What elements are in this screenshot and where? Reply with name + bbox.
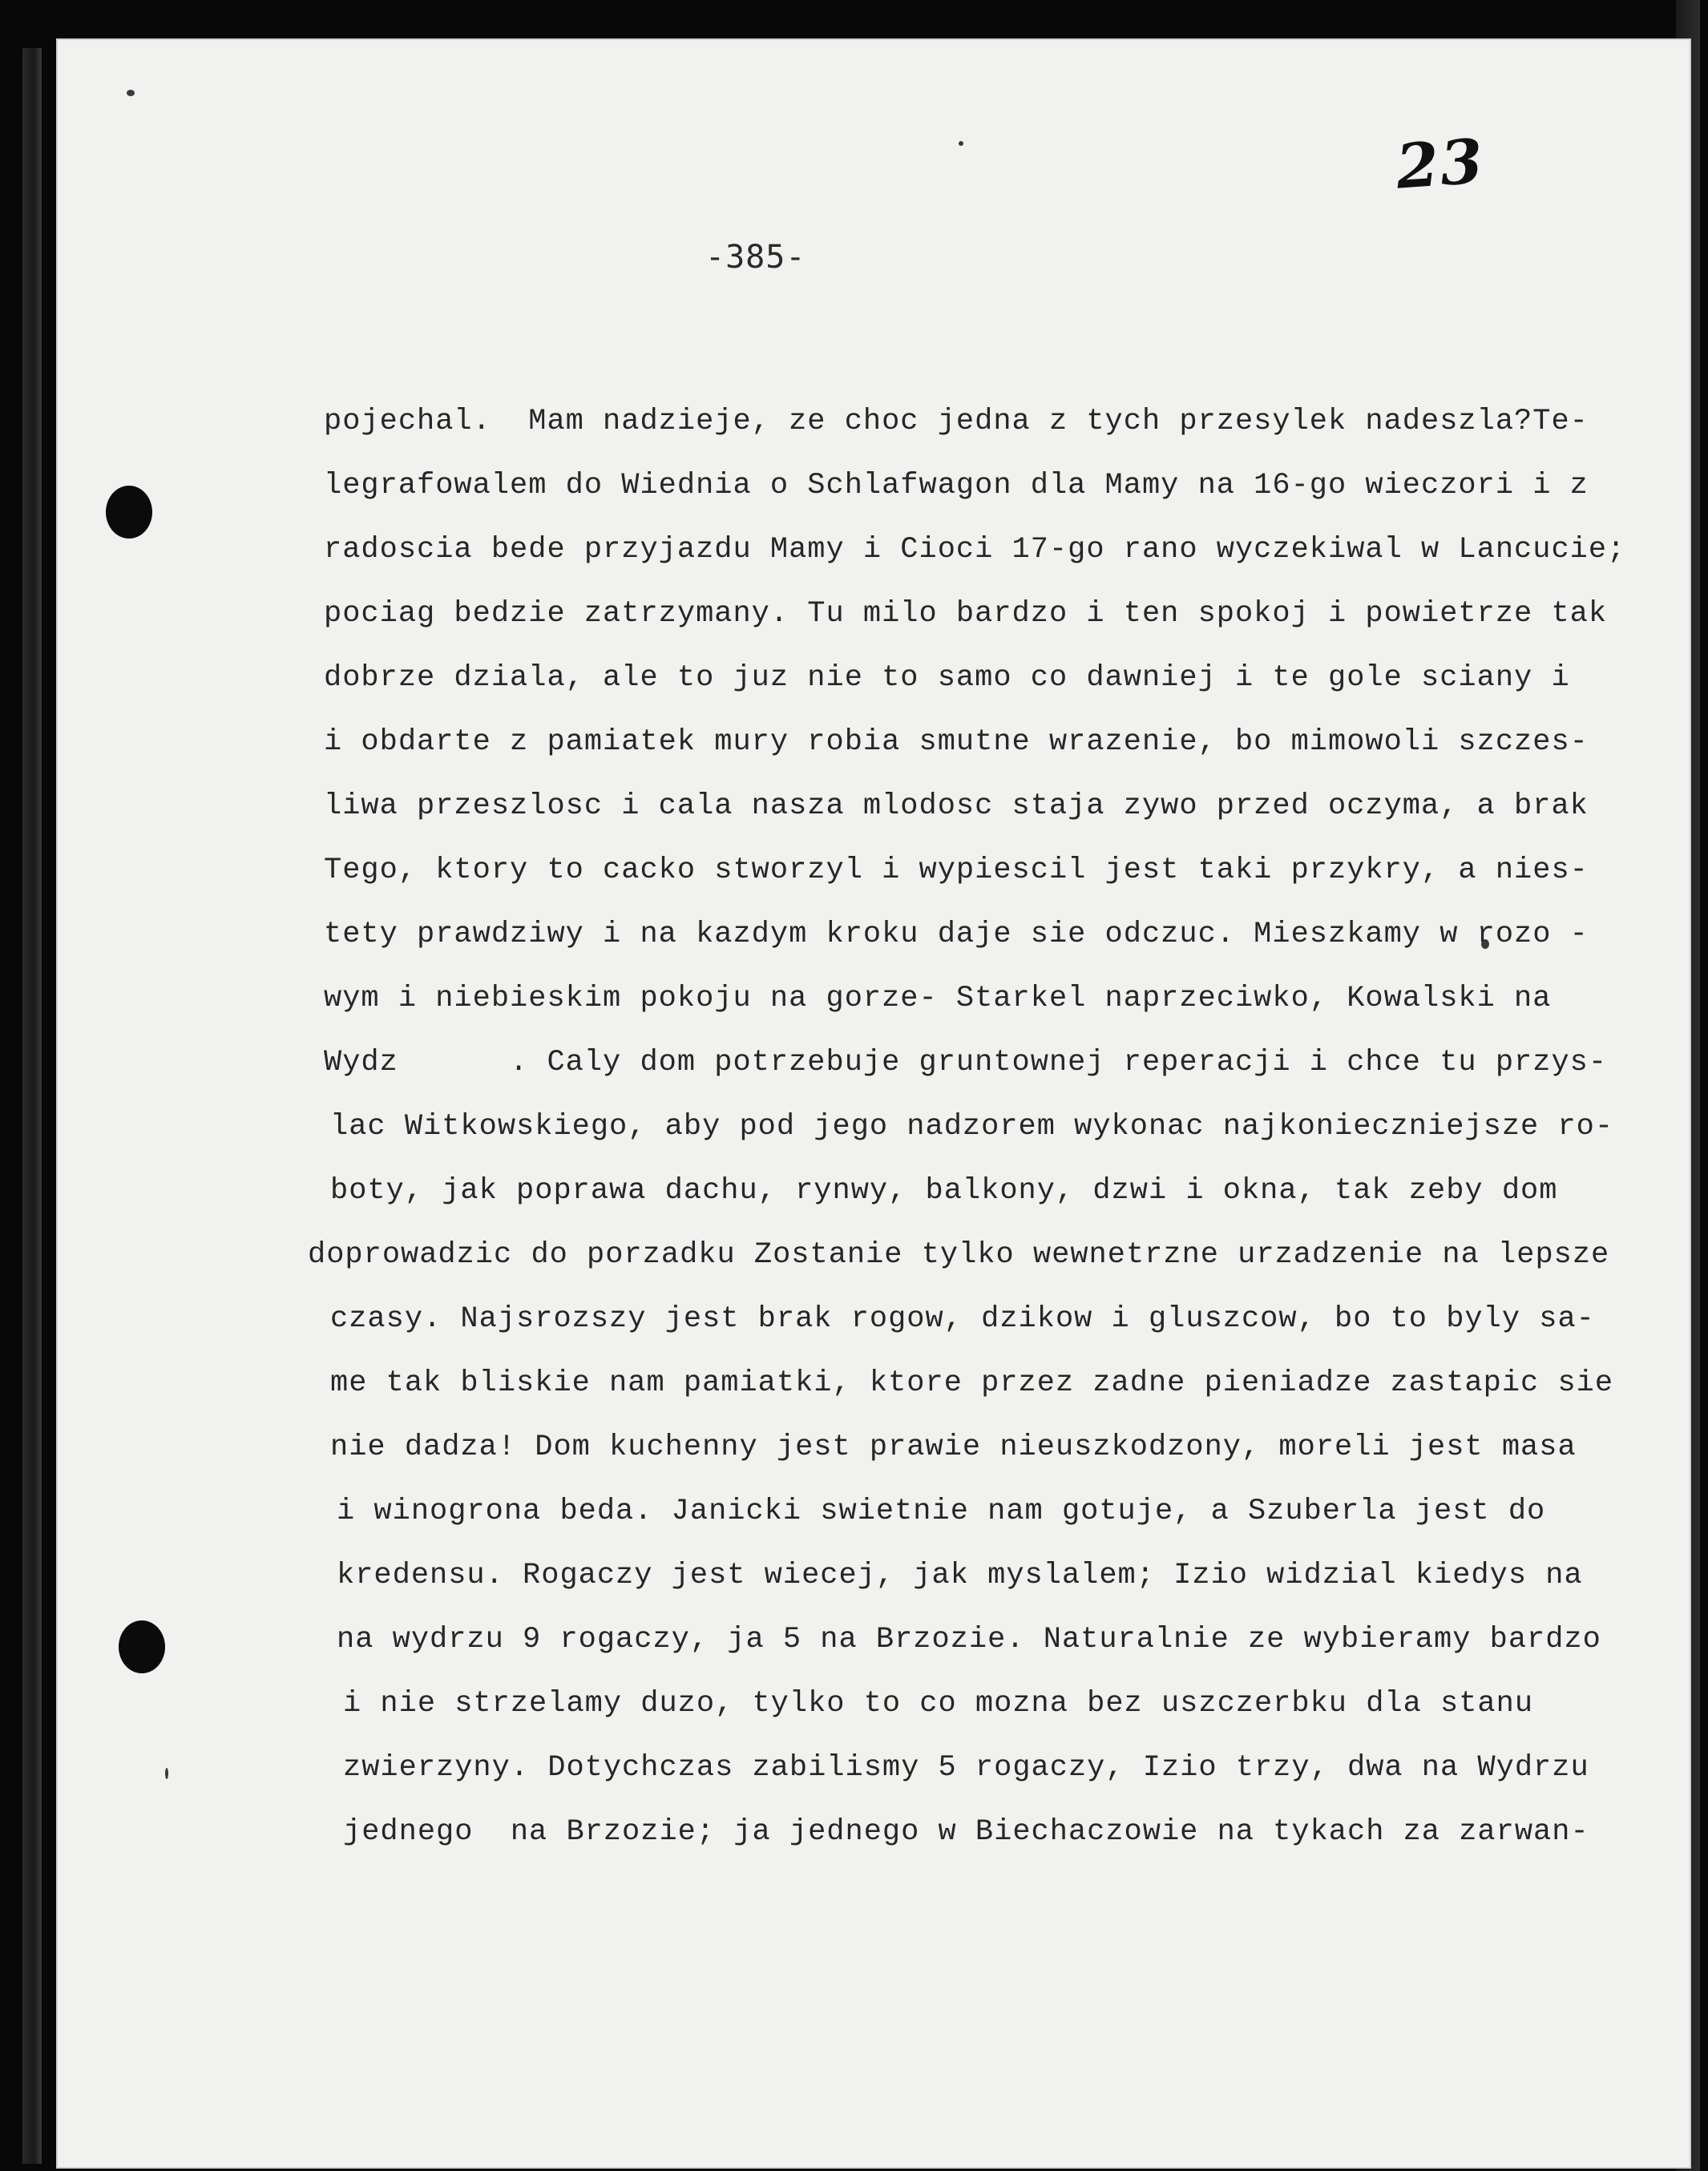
text-line: tety prawdziwy i na kazdym kroku daje sie odczuc. Mieszkamy w rozo - [324, 918, 1589, 951]
punch-hole-upper [106, 486, 152, 539]
text-line: me tak bliskie nam pamiatki, ktore przez zadne pieniadze zastapic sie [330, 1366, 1614, 1400]
text-line: legrafowalem do Wiednia o Schlafwagon dla Mamy na 16-go wieczori i z [324, 469, 1589, 502]
text-line: pojechal. Mam nadzieje, ze choc jedna z tych przesylek nadeszla?Te- [324, 405, 1589, 438]
text-line: czasy. Najsrozszy jest brak rogow, dzikow i gluszcow, bo to byly sa- [330, 1302, 1595, 1336]
handwritten-folio-number: 23 [1394, 125, 1487, 203]
text-line: lac Witkowskiego, aby pod jego nadzorem wykonac najkonieczniejsze ro- [330, 1110, 1614, 1144]
text-line: pociag bedzie zatrzymany. Tu milo bardzo i ten spokoj i powietrze tak [324, 597, 1608, 631]
dust-speck [165, 1768, 168, 1779]
text-line: radoscia bede przyjazdu Mamy i Cioci 17-go rano wyczekiwal w Lancucie; [324, 533, 1626, 567]
page-number: -385- [705, 239, 806, 276]
text-line: jednego na Brzozie; ja jednego w Biechaczowie na tykach za zarwan- [343, 1815, 1589, 1849]
text-line: wym i niebieskim pokoju na gorze- Starkel naprzeciwko, Kowalski na [324, 982, 1552, 1015]
text-line: doprowadzic do porzadku Zostanie tylko wewnetrzne urzadzenie na lepsze [308, 1238, 1610, 1272]
dust-speck [959, 141, 963, 146]
text-line: kredensu. Rogaczy jest wiecej, jak myslalem; Izio widzial kiedys na [337, 1559, 1583, 1592]
text-line: boty, jak poprawa dachu, rynwy, balkony, dzwi i okna, tak zeby dom [330, 1174, 1558, 1208]
film-edge-left [22, 48, 42, 2164]
text-line: Tego, ktory to cacko stworzyl i wypiescil jest taki przykry, a nies- [324, 853, 1589, 887]
letter-body [308, 389, 1686, 1864]
dust-speck [127, 90, 135, 96]
text-line: liwa przeszlosc i cala nasza mlodosc staja zywo przed oczyma, a brak [324, 789, 1589, 823]
text-line: dobrze dziala, ale to juz nie to samo co dawniej i te gole sciany i [324, 661, 1570, 695]
text-line: i winogrona beda. Janicki swietnie nam gotuje, a Szuberla jest do [337, 1495, 1546, 1528]
text-line: na wydrzu 9 rogaczy, ja 5 na Brzozie. Naturalnie ze wybieramy bardzo [337, 1623, 1601, 1656]
text-line: i obdarte z pamiatek mury robia smutne wrazenie, bo mimowoli szczes- [324, 725, 1589, 759]
punch-hole-lower [119, 1620, 165, 1673]
text-line: zwierzyny. Dotychczas zabilismy 5 rogaczy, Izio trzy, dwa na Wydrzu [343, 1751, 1589, 1785]
text-line: Wydz . Caly dom potrzebuje gruntownej reperacji i chce tu przys- [324, 1046, 1608, 1079]
text-line: nie dadza! Dom kuchenny jest prawie nieuszkodzony, moreli jest masa [330, 1431, 1577, 1464]
text-line: i nie strzelamy duzo, tylko to co mozna bez uszczerbku dla stanu [343, 1687, 1534, 1721]
